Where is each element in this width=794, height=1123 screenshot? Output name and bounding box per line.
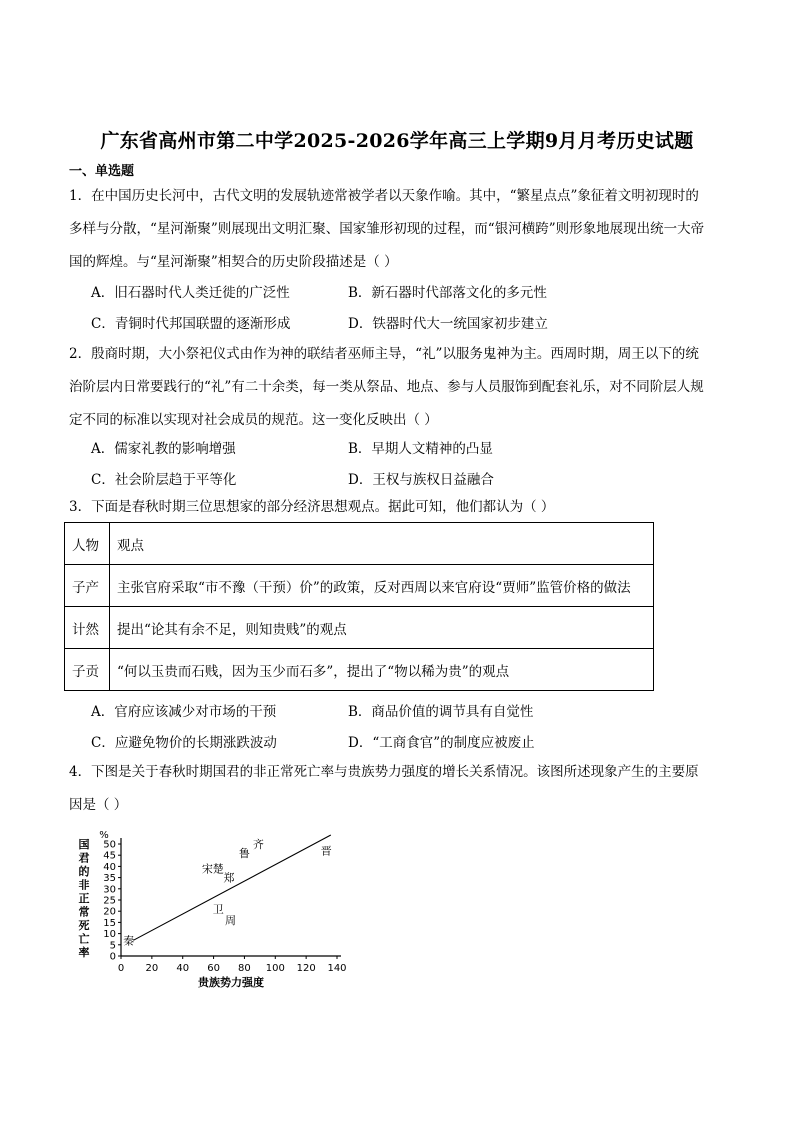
state-label: 楚 [212, 862, 224, 876]
table-cell: 计然 [65, 607, 110, 649]
table-row [65, 649, 654, 691]
x-tick-label: 100 [265, 963, 285, 974]
y-axis-label-char: 常 [78, 905, 90, 919]
mortality-chart [76, 826, 366, 996]
y-tick-label: 45 [103, 850, 116, 862]
section-heading: 一、单选题 [69, 164, 135, 179]
table-row [65, 607, 654, 649]
table-cell: 子产 [65, 565, 110, 607]
state-label: 宋 [201, 862, 213, 876]
state-label: 秦 [123, 934, 135, 948]
q2-line: 定不同的标准以实现对社会成员的规范。这一变化反映出（ ） [69, 412, 438, 428]
viewpoint-table [64, 522, 654, 691]
state-label: 郑 [223, 871, 235, 885]
question-4-stem [69, 756, 725, 822]
question-1-stem [69, 180, 725, 279]
q1-option-b[interactable]: B．新石器时代部落文化的多元性 [348, 285, 547, 301]
y-axis-label-char: 正 [78, 892, 90, 905]
y-axis-label-char: 非 [78, 878, 90, 892]
x-axis-label: 贵族势力强度 [198, 976, 264, 989]
q2-option-b[interactable]: B．早期人文精神的凸显 [348, 441, 493, 457]
y-tick-label: 5 [109, 940, 116, 952]
table-header-row [65, 523, 654, 565]
table-row [65, 565, 654, 607]
y-tick-label: 30 [103, 884, 116, 896]
y-tick-label: 25 [103, 895, 116, 907]
page-title: 广东省高州市第二中学2025-2026学年高三上学期9月月考历史试题 [100, 130, 694, 152]
q2-line: 治阶层内日常要践行的“礼”有二十余类，每一类从祭品、地点、参与人员服饰到配套礼乐，对不同阶层人规 [69, 379, 704, 395]
q1-line: 国的辉煌。与“星河渐聚”相契合的历史阶段描述是（ ） [69, 254, 398, 270]
q3-line: 3．下面是春秋时期三位思想家的部分经济思想观点。据此可知，他们都认为（ ） [69, 499, 555, 515]
y-unit: % [99, 830, 109, 841]
question-2-stem [69, 338, 725, 437]
x-tick-label: 40 [176, 963, 190, 974]
q4-line: 因是（ ） [69, 797, 128, 813]
x-tick-label: 120 [296, 963, 316, 974]
state-label: 周 [225, 914, 237, 928]
y-tick-label: 15 [103, 917, 116, 929]
q2-option-c[interactable]: C．社会阶层趋于平等化 [91, 472, 237, 488]
q1-line: 1．在中国历史长河中，古代文明的发展轨迹常被学者以天象作喻。其中，“繁星点点”象征着文明初现时的 [69, 188, 699, 204]
y-tick-label: 40 [103, 861, 116, 873]
table-header-cell: 人物 [65, 523, 110, 565]
state-label: 卫 [212, 902, 224, 916]
x-tick-label: 0 [117, 963, 125, 974]
q1-option-c[interactable]: C．青铜时代邦国联盟的逐渐形成 [91, 316, 291, 332]
y-axis-label-char: 君 [78, 851, 90, 865]
q3-option-a[interactable]: A．官府应该减少对市场的干预 [91, 704, 277, 720]
q2-option-d[interactable]: D．王权与族权日益融合 [348, 472, 494, 488]
q1-line: 多样与分散，“星河渐聚”则展现出文明汇聚、国家雏形初现的过程，而“银河横跨”则形象地展现出统一大帝 [69, 221, 705, 237]
y-axis-label-char: 国 [78, 838, 90, 851]
q3-option-c[interactable]: C．应避免物价的长期涨跌波动 [91, 735, 277, 751]
y-axis-label-char: 的 [78, 865, 90, 878]
q4-line: 4．下图是关于春秋时期国君的非正常死亡率与贵族势力强度的增长关系情况。该图所述现象产生的主要原 [69, 764, 699, 780]
table-cell: 子贡 [65, 649, 110, 691]
state-label: 晋 [320, 844, 332, 858]
table-cell: “何以玉贵而石贱，因为玉少而石多”，提出了“物以稀为贵”的观点 [110, 649, 654, 691]
x-tick-label: 140 [327, 963, 347, 974]
question-3-stem [69, 491, 725, 524]
y-tick-label: 20 [103, 906, 116, 918]
q3-option-d[interactable]: D．“工商食官”的制度应被废止 [348, 735, 535, 751]
x-tick-label: 60 [207, 963, 220, 974]
table-cell: 主张官府采取“市不豫（干预）价”的政策，反对西周以来官府设“贾师”监管价格的做法 [110, 565, 654, 607]
q3-option-b[interactable]: B．商品价值的调节具有自觉性 [348, 704, 534, 720]
q1-option-d[interactable]: D．铁器时代大一统国家初步建立 [348, 316, 548, 332]
state-label: 齐 [252, 838, 264, 851]
y-tick-label: 50 [103, 839, 116, 851]
state-label: 鲁 [238, 846, 250, 860]
y-axis-label-char: 亡 [78, 932, 90, 946]
x-tick-label: 80 [238, 963, 251, 974]
y-tick-label: 35 [103, 873, 116, 885]
q2-option-a[interactable]: A．儒家礼教的影响增强 [91, 441, 236, 457]
q2-line: 2．殷商时期，大小祭祀仪式由作为神的联结者巫师主导，“礼”以服务鬼神为主。西周时期，周王以下的统 [69, 346, 699, 362]
y-axis-label-char: 率 [78, 946, 90, 959]
x-tick-label: 20 [145, 963, 159, 974]
y-tick-label: 10 [103, 929, 116, 941]
q1-option-a[interactable]: A．旧石器时代人类迁徙的广泛性 [91, 285, 290, 301]
table-cell: 提出“论其有余不足，则知贵贱”的观点 [110, 607, 654, 649]
y-axis-label-char: 死 [78, 919, 90, 932]
y-tick-label: 0 [109, 951, 116, 963]
table-header-cell: 观点 [110, 523, 654, 565]
